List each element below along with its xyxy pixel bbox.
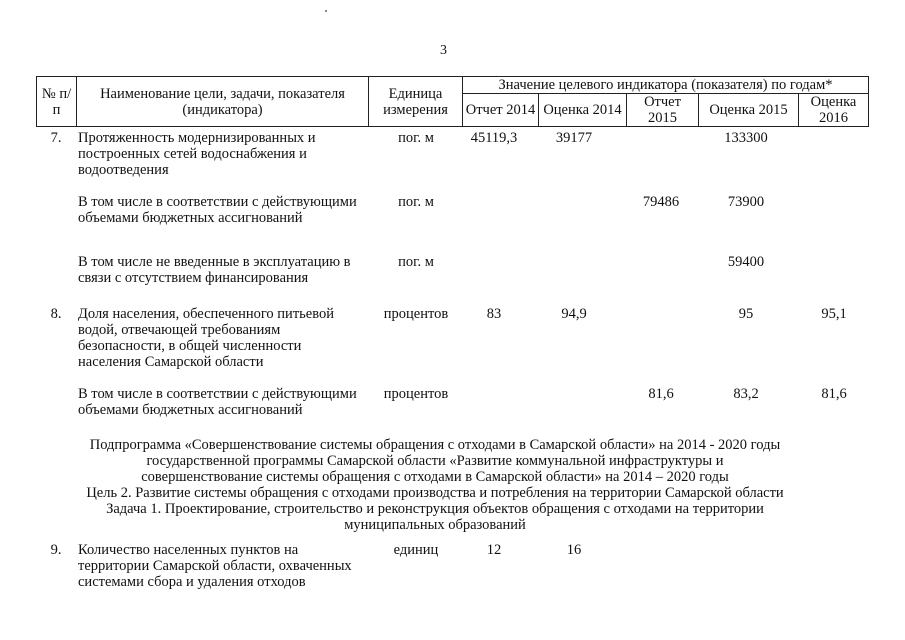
row-value: 79486 [642,194,680,210]
goal-heading: Цель 2. Развитие системы обращения с отходами производства и потребления на территории Самарской области [86,485,784,501]
row-value: 83,2 [733,386,759,402]
row-name: Доля населения, обеспеченного питьевой водой, отвечающей требованиям безопасности, в общей численности населения Самарской области [78,306,334,370]
scan-speck [325,10,327,12]
subprogram-title-line3: совершенствование системы обращения с отходами в Самарской области» на 2014 – 2020 годы [141,469,729,485]
row-name: В том числе в соответствии с действующими объемами бюджетных ассигнований [78,386,357,418]
table-body-2 [36,540,860,610]
row-value: 73900 [727,194,765,210]
row-num: 7. [50,130,62,146]
table-header [36,76,869,127]
header-name: Наименование цели, задачи, показателя (индикатора) [77,77,369,127]
table-row [36,128,860,192]
row-unit: единиц [393,542,439,558]
subprogram-block [40,437,830,533]
page-number: 3 [440,43,447,58]
row-value: 95 [738,306,754,322]
row-num: 8. [50,306,62,322]
row-num: 9. [50,542,62,558]
table-row [36,540,860,610]
row-name: В том числе не введенные в эксплуатацию в связи с отсутствием финансирования [78,254,351,286]
row-name: В том числе в соответствии с действующими объемами бюджетных ассигнований [78,194,357,226]
header-year: Оценка 2014 [539,94,627,127]
table-row [36,304,860,384]
row-unit: пог. м [398,254,434,270]
header-year: Оценка 2015 [699,94,799,127]
row-value: 94,9 [561,306,587,322]
row-value: 83 [486,306,502,322]
row-unit: пог. м [398,130,434,146]
row-value: 95,1 [821,306,847,322]
header-year: Оценка 2016 [799,94,869,127]
table-body [36,128,860,436]
subprogram-title-line1: Подпрограмма «Совершенствование системы обращения с отходами в Самарской области» на 2014 - 2020 годы [89,437,781,453]
subprogram-title-line2: государственной программы Самарской области «Развитие коммунальной инфраструктуры и [146,453,724,469]
header-year: Отчет 2014 [463,94,539,127]
header-num: № п/п [37,77,77,127]
row-unit: процентов [383,306,449,322]
row-unit: процентов [383,386,449,402]
row-value: 12 [486,542,502,558]
row-value: 133300 [724,130,768,146]
row-value: 39177 [555,130,593,146]
row-value: 16 [566,542,582,558]
header-group: Значение целевого индикатора (показателя) по годам* [463,77,869,94]
table-row [36,384,860,436]
table-row [36,252,860,304]
row-value: 81,6 [821,386,847,402]
row-name: Количество населенных пунктов на территории Самарской области, охваченных системами сбора и удаления отходов [78,542,352,590]
row-value: 59400 [727,254,765,270]
header-year: Отчет 2015 [627,94,699,127]
header-unit: Единица измерения [369,77,463,127]
task-heading-line2: муниципальных образований [344,517,526,533]
row-unit: пог. м [398,194,434,210]
row-value: 45119,3 [470,130,518,146]
row-value: 81,6 [648,386,674,402]
row-name: Протяженность модернизированных и построенных сетей водоснабжения и водоотведения [78,130,316,178]
table-row [36,192,860,252]
task-heading-line1: Задача 1. Проектирование, строительство и реконструкция объектов обращения с отходами на территории [106,501,764,517]
